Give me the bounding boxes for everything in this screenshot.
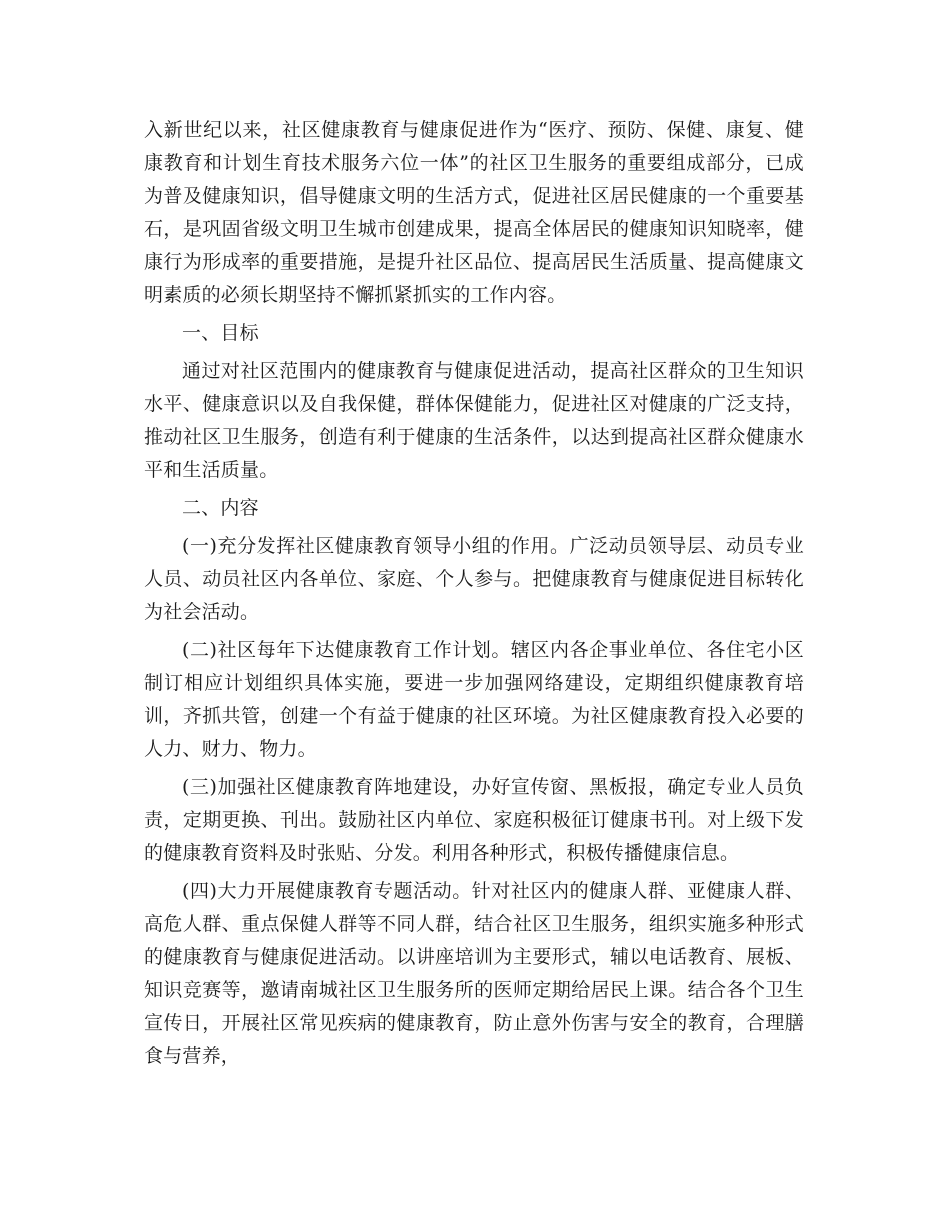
- heading-goal: 一、目标: [182, 322, 259, 344]
- heading-content: 二、内容: [182, 497, 259, 519]
- paragraph-intro: 入新世纪以来，社区健康教育与健康促进作为“医疗、预防、保健、康复、健康教育和计划生育技术服务六位一体”的社区卫生服务的重要组成部分，已成为普及健康知识，倡导健康文明的生活方式，促进社区居民健康的一个重要基石，是巩固省级文明卫生城市创建成果，提高全体居民的健康知识知晓率，健康行为形成率的重要措施，是提升社区品位、提高居民生活质量、提高健康文明素质的必须长期坚持不懈抓紧抓实的工作内容。: [144, 119, 804, 306]
- paragraph-item-4: (四)大力开展健康教育专题活动。针对社区内的健康人群、亚健康人群、高危人群、重点保健人群等不同人群，结合社区卫生服务，组织实施多种形式的健康教育与健康促进活动。以讲座培训为主要形式，辅以电话教育、展板、知识竞赛等，邀请南城社区卫生服务所的医师定期给居民上课。结合各个卫生宣传日，开展社区常见疾病的健康教育，防止意外伤害与安全的教育，合理膳食与营养，: [144, 880, 804, 1067]
- paragraph-item-2: (二)社区每年下达健康教育工作计划。辖区内各企事业单位、各住宅小区制订相应计划组织具体实施，要进一步加强网络建设，定期组织健康教育培训，齐抓共管，创建一个有益于健康的社区环境。为社区健康教育投入必要的人力、财力、物力。: [144, 639, 804, 760]
- paragraph-item-3: (三)加强社区健康教育阵地建设，办好宣传窗、黑板报，确定专业人员负责，定期更换、刊出。鼓励社区内单位、家庭积极征订健康书刊。对上级下发的健康教育资料及时张贴、分发。利用各种形式，积极传播健康信息。: [144, 776, 804, 864]
- paragraph-item-1: (一)充分发挥社区健康教育领导小组的作用。广泛动员领导层、动员专业人员、动员社区内各单位、家庭、个人参与。把健康教育与健康促进目标转化为社会活动。: [144, 535, 804, 623]
- document-body: [144, 114, 804, 1078]
- paragraph-goal: 通过对社区范围内的健康教育与健康促进活动，提高社区群众的卫生知识水平、健康意识以及自我保健，群体保健能力，促进社区对健康的广泛支持，推动社区卫生服务，创造有利于健康的生活条件，以达到提高社区群众健康水平和生活质量。: [144, 360, 804, 481]
